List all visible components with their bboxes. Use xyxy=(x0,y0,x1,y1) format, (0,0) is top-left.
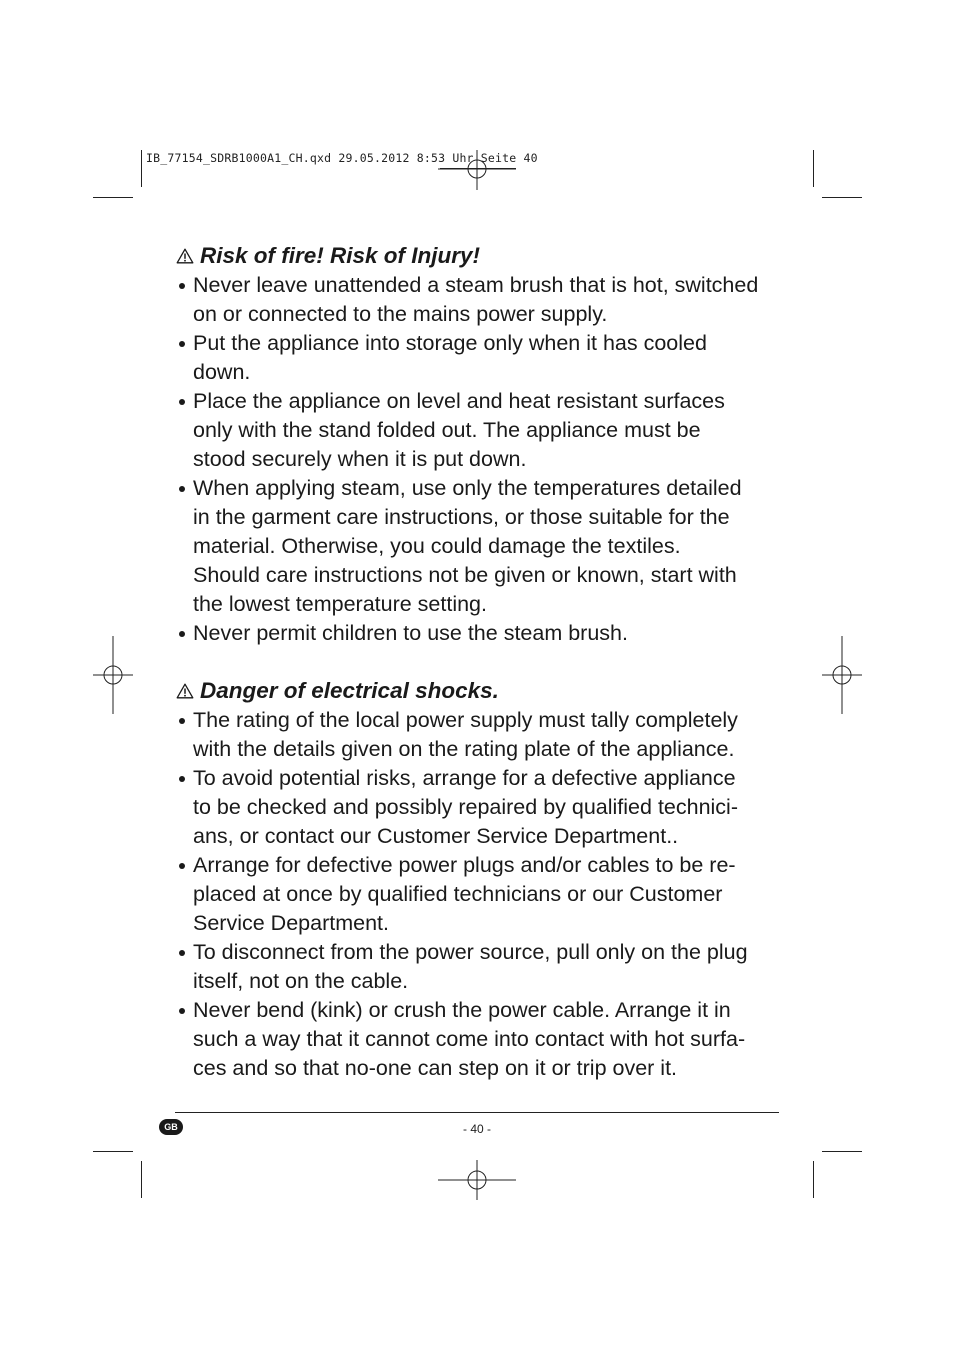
section-heading-fire xyxy=(176,240,786,271)
text-line: Put the appliance into storage only when it has cooled xyxy=(193,331,707,355)
text-line: on or connected to the mains power supply. xyxy=(193,302,608,326)
text-line: stood securely when it is put down. xyxy=(193,447,527,471)
text-line: such a way that it cannot come into contact with hot surfa- xyxy=(193,1027,746,1051)
bullet-icon xyxy=(179,486,185,492)
bullet-icon xyxy=(179,718,185,724)
section-heading-text: Risk of fire! Risk of Injury! xyxy=(200,243,481,268)
text-line: material. Otherwise, you could damage the textiles. xyxy=(193,534,681,558)
registration-mark-icon xyxy=(438,142,516,192)
text-line: To avoid potential risks, arrange for a defective appliance xyxy=(193,766,736,790)
print-slug: IB_77154_SDRB1000A1_CH.qxd 29.05.2012 8:53 Uhr Seite 40 xyxy=(146,151,538,165)
text-line: The rating of the local power supply must tally completely xyxy=(193,708,738,732)
text-line: the lowest temperature setting. xyxy=(193,592,487,616)
text-line: ans, or contact our Customer Service Department.. xyxy=(193,824,679,848)
list-item xyxy=(176,619,786,648)
page-content xyxy=(176,240,786,1083)
text-line: Service Department. xyxy=(193,911,389,935)
bullet-icon xyxy=(179,631,185,637)
crop-mark xyxy=(93,197,133,198)
registration-mark-icon xyxy=(93,636,133,714)
list-item xyxy=(176,474,786,619)
text-line: to be checked and possibly repaired by qualified technici- xyxy=(193,795,738,819)
list-item xyxy=(176,851,786,938)
crop-mark xyxy=(93,1151,133,1152)
text-line: down. xyxy=(193,360,251,384)
crop-mark xyxy=(822,1151,862,1152)
language-badge: GB xyxy=(159,1119,183,1135)
crop-mark xyxy=(813,150,814,187)
text-line: ces and so that no-one can step on it or trip over it. xyxy=(193,1056,678,1080)
text-line: in the garment care instructions, or those suitable for the xyxy=(193,505,730,529)
list-item xyxy=(176,329,786,387)
registration-mark-icon xyxy=(822,636,862,714)
warning-triangle-icon xyxy=(176,683,194,699)
section-heading-text: Danger of electrical shocks. xyxy=(200,678,499,703)
bullet-list-fire xyxy=(176,271,786,648)
text-line: with the details given on the rating plate of the appliance. xyxy=(193,737,735,761)
text-line: Never permit children to use the steam brush. xyxy=(193,621,628,645)
bullet-icon xyxy=(179,863,185,869)
list-item xyxy=(176,271,786,329)
list-item xyxy=(176,387,786,474)
text-line: When applying steam, use only the temperatures detailed xyxy=(193,476,742,500)
crop-mark xyxy=(141,150,142,187)
bullet-icon xyxy=(179,776,185,782)
text-line: only with the stand folded out. The appliance must be xyxy=(193,418,701,442)
bullet-icon xyxy=(179,1008,185,1014)
list-item xyxy=(176,706,786,764)
text-line: Arrange for defective power plugs and/or cables to be re- xyxy=(193,853,736,877)
page-number: - 40 - xyxy=(462,1122,491,1136)
list-item xyxy=(176,938,786,996)
footer-rule xyxy=(175,1112,779,1113)
crop-mark xyxy=(141,1161,142,1198)
text-line: itself, not on the cable. xyxy=(193,969,409,993)
bullet-list-electrical xyxy=(176,706,786,1083)
text-line: Never bend (kink) or crush the power cable. Arrange it in xyxy=(193,998,731,1022)
list-item xyxy=(176,764,786,851)
crop-mark xyxy=(822,197,862,198)
bullet-icon xyxy=(179,341,185,347)
section-heading-electrical xyxy=(176,675,786,706)
list-item xyxy=(176,996,786,1083)
text-line: placed at once by qualified technicians or our Customer xyxy=(193,882,723,906)
bullet-icon xyxy=(179,399,185,405)
registration-mark-icon xyxy=(438,1160,516,1200)
text-line: Should care instructions not be given or known, start with xyxy=(193,563,737,587)
text-line: Never leave unattended a steam brush that is hot, switched xyxy=(193,273,759,297)
bullet-icon xyxy=(179,950,185,956)
bullet-icon xyxy=(179,283,185,289)
crop-mark xyxy=(813,1161,814,1198)
text-line: Place the appliance on level and heat resistant surfaces xyxy=(193,389,725,413)
warning-triangle-icon xyxy=(176,248,194,264)
text-line: To disconnect from the power source, pull only on the plug xyxy=(193,940,748,964)
